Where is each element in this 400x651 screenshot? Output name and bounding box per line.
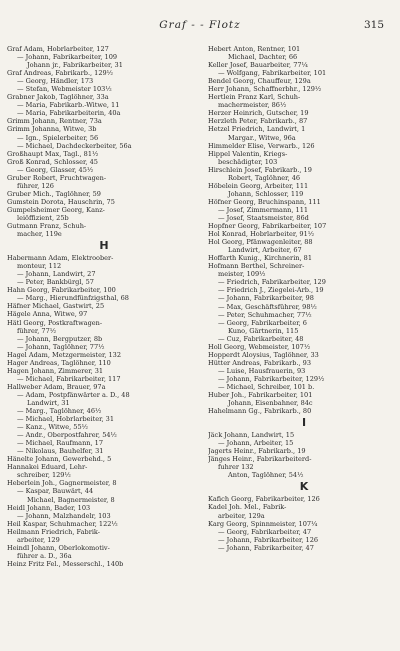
directory-entry: arbeiter, 129 xyxy=(17,535,60,544)
directory-entry: Hetzel Friedrich, Landwirt, 1 xyxy=(208,125,306,134)
directory-entry: Großhaupt Max, Tagl., 81½ xyxy=(7,149,99,158)
directory-entry: Höbelein Georg, Arbeiter, 111 xyxy=(208,181,309,190)
directory-entry: Huber Joh., Fabrikarbeiter, 101 xyxy=(208,391,313,400)
directory-entry: Hallweber Adam, Brauer, 97a xyxy=(7,382,106,391)
directory-entry: schreiber, 129½ xyxy=(17,471,71,480)
page-number: 315 xyxy=(363,19,384,31)
directory-entry: Kafich Georg, Fabrikarbeiter, 126 xyxy=(208,495,320,504)
section-letter: K xyxy=(299,480,309,494)
directory-entry: Anton, Taglöhner, 54½ xyxy=(228,471,304,480)
directory-entry: führer, 126 xyxy=(17,181,54,190)
directory-entry: Gumstein Dorota, Hauschrin, 75 xyxy=(7,197,115,206)
directory-entry: — Georg, Fabrikarbeiter, 47 xyxy=(218,527,312,536)
directory-entry: Jänges Heinr., Fabrikarbeiterd- xyxy=(208,455,312,464)
directory-entry: — Cuz, Fabrikarbeiter, 48 xyxy=(218,334,304,343)
directory-entry: führer, 77½ xyxy=(17,326,57,335)
directory-entry: — Maria, Fabrikarb.-Witwe, 11 xyxy=(17,101,120,110)
directory-entry: — Marg., Taglöhner, 46½ xyxy=(17,407,102,416)
directory-entry: — Max, Geschäftsführer, 98½ xyxy=(218,302,317,311)
directory-entry: Grabner Jakob, Taglöhner, 33a xyxy=(7,93,109,102)
directory-entry: Landwirt, Arbeiter, 67 xyxy=(228,246,302,255)
directory-entry: Groß Konrad, Schlosser, 45 xyxy=(7,157,98,166)
directory-entry: Hippel Valentin, Kriegs- xyxy=(208,149,288,158)
directory-entry: Hänelte Johann, Gewerbehd., 5 xyxy=(7,455,112,464)
directory-entry: Hoffarth Kunig., Kirchnerin, 81 xyxy=(208,254,312,263)
directory-entry: Heberlein Joh., Gagnermeister, 8 xyxy=(7,479,117,488)
directory-entry: Gruber Robert, Fruchtwagen- xyxy=(7,173,107,182)
directory-entry: Johann jr., Fabrikarbeiter, 31 xyxy=(27,61,123,70)
directory-entry: — Johann, Fabrikarbeiter, 126 xyxy=(218,535,319,544)
directory-entry: Kuno, Gärtnerin, 115 xyxy=(228,326,299,335)
directory-entry: Habermann Adam, Elektroober- xyxy=(7,254,114,263)
directory-entry: führer a. D., 36a xyxy=(17,551,72,560)
directory-entry: — Michael, Dachdeckerbeiter, 56a xyxy=(17,141,132,150)
directory-entry: Heilmann Friedrich, Fabrik- xyxy=(7,527,100,536)
directory-entry: Robert, Taglöhner, 46 xyxy=(228,173,301,182)
directory-entry: — Nikolaus, Bauhelfer, 31 xyxy=(17,447,104,456)
directory-entry: Hol Georg, Pfänwagenleiter, 88 xyxy=(208,238,313,247)
directory-entry: — Andr., Oberpostfahrer, 54½ xyxy=(17,431,117,440)
directory-entry: Hannakei Eduard, Lehr- xyxy=(7,463,88,472)
directory-entry: — Michael, Hobrlarbeiter, 31 xyxy=(17,415,115,424)
directory-entry: Hagel Adam, Metzgermeister, 132 xyxy=(7,350,122,359)
directory-entry: — Georg, Händler, 173 xyxy=(17,77,94,86)
directory-entry: — Peter, Schuhmacher, 77½ xyxy=(218,310,312,319)
directory-entry: Michael, Dachter, 66 xyxy=(228,53,298,62)
directory-entry: Kadel Joh. Mel., Fabrik- xyxy=(208,503,287,512)
directory-entry: — Michael, Schreiber, 101 b. xyxy=(218,382,315,391)
directory-entry: Landwirt, 31 xyxy=(27,398,70,407)
directory-entry: Jäck Johann, Landwirt, 15 xyxy=(208,431,295,440)
directory-entry: Heindl Johann, Oberlokomotiv- xyxy=(7,543,110,552)
directory-entry: Hätl Georg, Postkraftwagen- xyxy=(7,318,103,327)
directory-entry: Hütter Andreas, Fabrikarb., 93 xyxy=(208,358,312,367)
right-column xyxy=(208,45,400,552)
directory-entry: macher, 119e xyxy=(17,230,62,239)
directory-entry: — Kanz., Witwe, 55½ xyxy=(17,423,88,432)
directory-entry: Graf Andreas, Fabrikarb., 129½ xyxy=(7,69,114,78)
directory-entry: Heidl Johann, Bader, 103 xyxy=(7,503,91,512)
directory-entry: — Johann, Bergputzer, 8b xyxy=(17,334,103,343)
directory-entry: — Kaspar, Bauwärt, 44 xyxy=(17,487,94,496)
directory-entry: leiöffizient, 25b xyxy=(17,213,69,222)
directory-entry: Hertlein Franz Karl, Schuh- xyxy=(208,93,301,102)
directory-entry: Herzleth Peter, Fabrikarb., 87 xyxy=(208,117,308,126)
running-head: Graf - - Flotz xyxy=(159,19,241,31)
directory-entry: — Georg, Glasser, 45½ xyxy=(17,165,94,174)
directory-entry: Johann, Schlosser, 119 xyxy=(228,189,304,198)
directory-entry: — Peter, Bankbürgl, 57 xyxy=(17,278,94,287)
directory-entry: Grimm Johanna, Witwe, 3b xyxy=(7,125,97,134)
directory-entry: — Josef, Staatsmeister, 86d xyxy=(218,213,309,222)
directory-entry: beschädigter, 103 xyxy=(218,157,278,166)
directory-entry: arbeiter, 129a xyxy=(218,511,265,520)
directory-entry: Hol Konrad, Hobrlarbeiter, 91½ xyxy=(208,230,315,239)
directory-entry: — Michael, Raufmann, 17 xyxy=(17,439,104,448)
directory-entry: Margar., Witwe, 96a xyxy=(228,133,296,142)
directory-entry: Heil Kaspar, Schuhmacher, 122½ xyxy=(7,519,118,528)
directory-entry: Grimm Johann, Rentner, 73a xyxy=(7,117,102,126)
directory-entry: — Johann, Taglöhner, 77½ xyxy=(17,342,105,351)
directory-entry: Hopfner Georg, Fabrikarbeiter, 107 xyxy=(208,222,327,231)
directory-entry: Michael, Bagnermeister, 8 xyxy=(27,495,115,504)
directory-entry: — Johann, Landwirt, 27 xyxy=(17,270,96,279)
directory-entry: Heinz Fritz Fel., Messerschl., 140b xyxy=(7,559,124,568)
directory-entry: monteur, 112 xyxy=(17,262,62,271)
directory-entry: machermeister, 86½ xyxy=(218,101,287,110)
directory-entry: Herzer Heinrich, Gutscher, 19 xyxy=(208,109,309,118)
directory-entry: meister, 109½ xyxy=(218,270,266,279)
page-header xyxy=(0,19,400,33)
directory-entry: Hebert Anton, Rentner, 101 xyxy=(208,45,301,53)
directory-entry: — Johann, Arbeiter, 15 xyxy=(218,439,294,448)
directory-entry: Hahelmann Gg., Fabrikarb., 80 xyxy=(208,407,312,416)
directory-entry: — Johann, Fabrikarbeiter, 109 xyxy=(17,53,118,62)
left-column xyxy=(7,45,201,568)
directory-entry: — Stefan, Webmeister 103½ xyxy=(17,85,112,94)
directory-entry: — Luise, Hausfrauerin, 93 xyxy=(218,366,306,375)
directory-entry: Gutmann Franz, Schuh- xyxy=(7,222,87,231)
directory-entry: Keller Josef, Bauarbeiter, 77¼ xyxy=(208,61,308,70)
directory-entry: — Ign., Spielerbeiter, 56 xyxy=(17,133,99,142)
directory-entry: Häfner Michael, Gastwirt, 25 xyxy=(7,302,105,311)
directory-entry: — Josef, Zimmermann, 111 xyxy=(218,205,309,214)
directory-entry: — Friedrich, Fabrikarbeiter, 129 xyxy=(218,278,326,287)
directory-entry: Hägele Anna, Witwe, 97 xyxy=(7,310,88,319)
directory-entry: Holl Georg, Webmeister, 107½ xyxy=(208,342,311,351)
directory-entry: Jagerts Heinr., Fabrikarb., 19 xyxy=(208,447,306,456)
directory-entry: Graf Adam, Hobrlarbeiter, 127 xyxy=(7,45,109,53)
directory-entry: fuhrer 132 xyxy=(218,463,254,472)
directory-entry: — Friedrich J., Ziegelei-Arb., 19 xyxy=(218,286,324,295)
directory-entry: — Johann, Fabrikarbeiter, 129½ xyxy=(218,374,325,383)
directory-entry: Herr Johann, Schaffnerbhr., 129½ xyxy=(208,85,322,94)
section-letter: H xyxy=(99,239,109,253)
directory-entry: — Johann, Fabrikarbeiter, 47 xyxy=(218,543,314,552)
directory-entry: Hagen Johann, Zimmerer, 31 xyxy=(7,366,104,375)
directory-entry: — Michael, Fabrikarbeiter, 117 xyxy=(17,374,121,383)
directory-entry: Hopperdt Aloysius, Taglöhner, 33 xyxy=(208,350,319,359)
directory-entry: — Adam, Postpfänwärter a. D., 48 xyxy=(17,390,130,399)
directory-entry: Hofmann Berthel, Schreiner- xyxy=(208,262,305,271)
directory-entry: Höfner Georg, Bruchinspann, 111 xyxy=(208,197,321,206)
directory-entry: — Wolfgang, Fabrikarbeiter, 101 xyxy=(218,69,327,78)
directory-entry: Gumpelsheimer Georg, Kanz- xyxy=(7,205,105,214)
directory-entry: Hahn Georg, Fabrikarbeiter, 100 xyxy=(7,286,116,295)
directory-entry: — Georg, Fabrikarbeiter, 6 xyxy=(218,318,307,327)
directory-entry: Himmelder Elise, Verwarb., 126 xyxy=(208,141,315,150)
directory-entry: — Maria, Fabrikarbeiterin, 40a xyxy=(17,109,121,118)
section-letter: I xyxy=(301,416,307,430)
directory-entry: — Johann, Malzhandelr, 103 xyxy=(17,511,111,520)
directory-entry: Bendel Georg, Chauffeur, 129a xyxy=(208,77,311,86)
directory-entry: Johann, Eisenbahner, 84c xyxy=(228,399,313,408)
directory-entry: Hager Andreas, Taglöhner, 110 xyxy=(7,358,111,367)
directory-entry: — Johann, Fabrikarbeiter, 98 xyxy=(218,294,314,303)
directory-entry: Hirschlein Josef, Fabrikarb., 19 xyxy=(208,165,312,174)
directory-entry: — Marg., Hierundfünfzigsthal, 68 xyxy=(17,294,129,303)
directory-entry: Karg Georg, Spinnmeister, 107¼ xyxy=(208,519,318,528)
directory-entry: Gruber Mich., Taglöhner, 59 xyxy=(7,189,101,198)
